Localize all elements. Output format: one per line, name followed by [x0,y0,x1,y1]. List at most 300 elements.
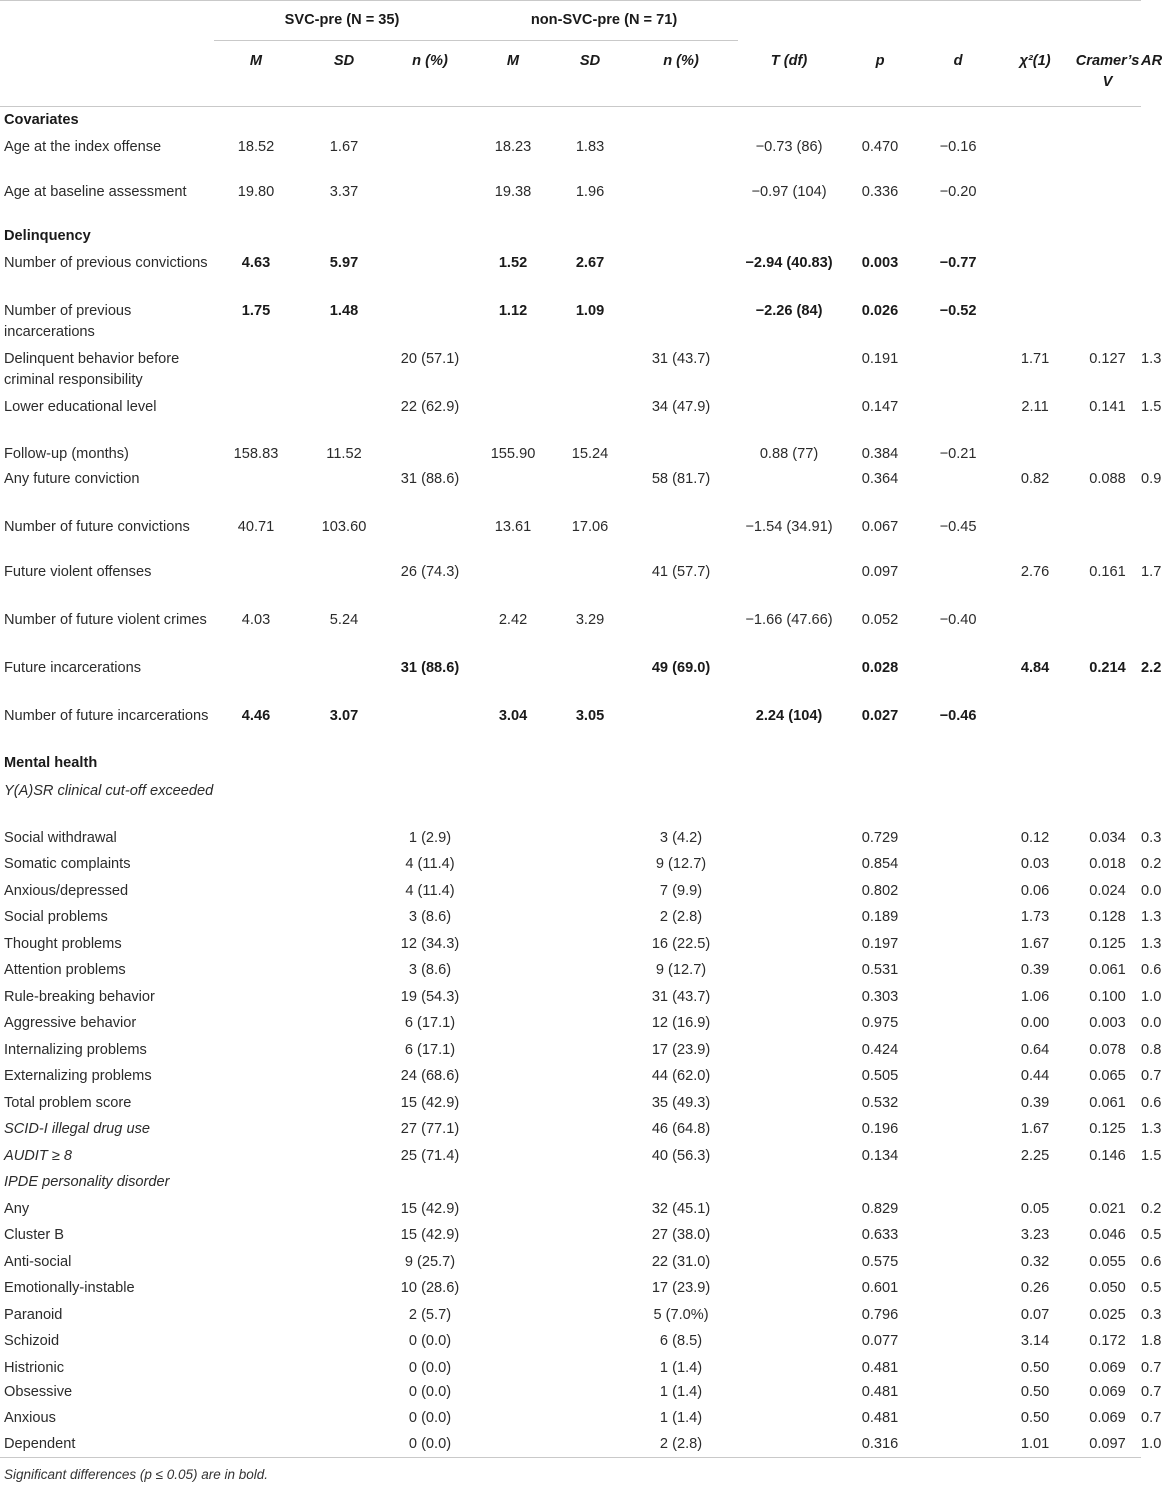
group-header-svc [214,1,470,42]
row-label: Age at the index offense [4,138,162,155]
table-cell: 0.061 [1089,1094,1126,1111]
table-cell [390,249,470,297]
table-cell: 0.88 (77) [759,446,819,462]
table-cell: 20 (57.1) [400,351,460,367]
table-cell: 4.63 [241,255,271,271]
table-cell [738,1116,840,1143]
table-row: Histrionic 0 (0.0) 1 (1.4) 0.481 0.50 0.069 0.7 [0,1355,1141,1379]
table-cell [214,878,298,905]
column-header: n (%) [624,41,738,106]
table-cell: 0.481 [861,1383,899,1400]
table-row: Thought problems 12 (34.3) 16 (22.5) 0.197 1.67 0.125 1.3 [0,931,1141,958]
table-cell: 18.52 [237,138,275,155]
row-label: Number of future convictions [4,519,190,535]
row-label: Histrionic [4,1359,65,1376]
table-cell: 24 (68.6) [400,1068,460,1084]
table-row: Anxious 0 (0.0) 1 (1.4) 0.481 0.50 0.069 0.7 [0,1405,1141,1432]
table-cell [298,878,390,905]
table-cell: 1.83 [575,138,605,155]
row-label: Number of future incarcerations [4,708,209,724]
table-cell [1074,606,1141,654]
table-cell [214,825,298,852]
table-row: Cluster B 15 (42.9) 27 (38.0) 0.633 3.23 0.046 0.5 [0,1222,1141,1249]
table-cell: 0.384 [861,446,899,462]
table-cell: 0.069 [1089,1383,1126,1400]
table-cell [920,1037,996,1064]
table-cell: 3.05 [575,708,605,724]
table-cell: 4.84 [1020,660,1050,676]
table-cell: 0.575 [861,1253,899,1270]
table-cell: 0.127 [1089,351,1126,367]
row-label: Anxious/depressed [4,882,129,899]
row-label: Social problems [4,909,108,925]
table-cell: −0.40 [939,612,977,628]
table-cell [556,558,624,606]
table-cell [556,984,624,1011]
table-body [0,106,1162,1458]
table-cell [920,654,996,702]
table-cell: 3.23 [1020,1227,1050,1243]
table-cell: 49 (69.0) [651,660,711,676]
row-label: SCID-I illegal drug use [4,1121,151,1137]
table-cell [556,1275,624,1302]
table-cell [214,1355,298,1379]
row-label: Lower educational level [4,399,157,415]
group-label-svc: SVC-pre (N = 35) [214,10,470,41]
table-cell [920,1010,996,1037]
table-row: AUDIT ≥ 8 25 (71.4) 40 (56.3) 0.134 2.25 0.146 1.5 [0,1143,1141,1170]
group-header-non-svc [470,1,738,42]
table-row: Emotionally-instable 10 (28.6) 17 (23.9) 0.601 0.26 0.050 0.5 [0,1275,1141,1302]
table-cell [738,904,840,931]
table-cell [1074,702,1141,750]
section-title: Delinquency [4,227,91,244]
table-cell: 25 (71.4) [400,1147,460,1164]
table-cell [624,513,738,558]
subsection-row [0,777,1141,825]
table-cell: 22 (62.9) [400,399,460,415]
table-cell [624,297,738,345]
empty-cell [214,777,1141,825]
row-label: Rule-breaking behavior [4,988,155,1005]
table-cell: 0.729 [861,829,899,846]
table-cell [470,957,556,984]
table-cell: 0.481 [861,1359,899,1376]
table-cell: 1 (1.4) [659,1383,703,1400]
row-label: Dependent [4,1436,76,1452]
table-cell: 0.50 [1020,1409,1050,1426]
table-cell [556,1302,624,1329]
table-cell [556,1063,624,1090]
table-cell [996,702,1074,750]
row-label: Social withdrawal [4,829,117,846]
table-cell [738,1196,840,1223]
table-cell: 31 (88.6) [400,471,460,487]
table-cell: 0.505 [861,1068,899,1084]
table-cell: −0.21 [939,446,977,462]
table-cell [470,393,556,441]
table-cell: 1.75 [241,303,271,319]
table-cell [920,1328,996,1355]
table-cell: 0.003 [861,255,899,271]
table-cell [624,178,738,223]
table-cell [214,393,298,441]
table-cell: 0.12 [1020,829,1050,846]
table-cell [298,851,390,878]
table-cell: 0.854 [861,856,899,872]
table-cell: 1.67 [1020,935,1050,952]
table-cell [390,513,470,558]
table-cell [214,1328,298,1355]
table-cell: 0 (0.0) [408,1333,452,1349]
table-cell [298,465,390,513]
table-cell [920,851,996,878]
table-cell [298,931,390,958]
table-cell: 0.027 [861,708,899,724]
table-cell [556,825,624,852]
table-cell: 5 (7.0%) [653,1306,709,1323]
table-cell [738,1143,840,1170]
table-cell: −1.54 (34.91) [745,519,833,535]
table-cell: 9 (12.7) [655,962,707,978]
table-cell [298,1037,390,1064]
table-cell [470,904,556,931]
table-cell: −2.26 (84) [755,303,823,319]
table-cell: 0.191 [861,351,899,367]
table-cell [556,1143,624,1170]
table-cell: 0.26 [1020,1280,1050,1296]
table-cell [996,178,1074,223]
table-cell: 0.100 [1089,988,1126,1005]
table-cell: 15.24 [571,446,609,462]
table-cell [920,345,996,393]
table-row: Attention problems 3 (8.6) 9 (12.7) 0.531 0.39 0.061 0.6 [0,957,1141,984]
column-header: M [470,41,556,106]
column-header-row: M SD n (%) M SD n (%) T (df) p d χ²(1) Cramer’s V AR [0,41,1141,106]
table-cell: 18.23 [494,138,532,155]
table-cell [920,1222,996,1249]
section-row [0,223,1141,250]
table-cell [738,931,840,958]
table-cell: 0.336 [861,183,899,200]
table-cell: 4 (11.4) [405,882,455,899]
table-cell: −0.45 [939,519,977,535]
table-row: Any 15 (42.9) 32 (45.1) 0.829 0.05 0.021 0.2 [0,1196,1141,1223]
table-cell [920,1275,996,1302]
table-cell: 9 (12.7) [655,856,707,872]
table-row: Total problem score 15 (42.9) 35 (49.3) 0.532 0.39 0.061 0.6 [0,1090,1141,1117]
column-header: d [920,41,996,106]
table-cell [214,1275,298,1302]
table-cell [214,1143,298,1170]
table-cell: 0.03 [1020,856,1050,872]
column-header-variable [0,41,214,106]
table-cell [920,1355,996,1379]
table-cell: 0.097 [861,564,899,580]
table-cell: −0.97 (104) [751,183,827,200]
table-cell: 1 (2.9) [408,829,452,846]
table-cell [738,1249,840,1276]
table-cell [920,984,996,1011]
table-cell [996,297,1074,345]
row-label: Schizoid [4,1333,60,1349]
table-cell: 3.14 [1020,1333,1050,1349]
subsection-title: Y(A)SR clinical cut-off exceeded [4,782,214,799]
table-footnote: Significant differences (p ≤ 0.05) are in bold. [4,1467,269,1482]
table-cell: 1.67 [1020,1121,1050,1137]
table-cell [470,1010,556,1037]
table-cell [738,1063,840,1090]
table-cell [470,1143,556,1170]
table-cell [738,957,840,984]
table-cell [390,297,470,345]
table-cell [738,393,840,441]
table-cell [298,1143,390,1170]
table-cell [298,393,390,441]
table-cell: 17.06 [571,519,609,535]
row-label: Cluster B [4,1227,65,1243]
table-cell: 1.09 [575,303,605,319]
subsection-title: IPDE personality disorder [4,1174,170,1190]
table-cell: 0.024 [1089,882,1126,899]
table-cell: 2 (2.8) [659,909,703,925]
table-cell: 0.802 [861,882,899,899]
table-cell [738,654,840,702]
table-cell: 9 (25.7) [404,1253,456,1270]
table-cell: 31 (43.7) [651,351,711,367]
table-cell [470,1355,556,1379]
table-cell: 12 (34.3) [400,935,460,952]
table-row: Paranoid 2 (5.7) 5 (7.0%) 0.796 0.07 0.025 0.3 [0,1302,1141,1329]
table-cell: 3.37 [329,183,359,200]
table-cell [214,1431,298,1458]
table-cell: 1.12 [498,303,528,319]
table-cell [738,1405,840,1432]
table-cell: 2.76 [1020,564,1050,580]
table-cell [390,606,470,654]
table-cell: 0.146 [1089,1147,1126,1164]
table-cell: 0.055 [1089,1253,1126,1270]
table-cell [214,1037,298,1064]
empty-cell [214,106,1141,133]
table-row: Any future conviction 31 (88.6) 58 (81.7) 0.364 0.82 0.088 0.9 [0,465,1141,513]
table-cell: 0.125 [1089,1121,1126,1137]
table-cell [920,957,996,984]
row-label: Number of previous incarcerations [4,303,132,340]
table-cell [298,984,390,1011]
row-label: Anxious [4,1409,56,1426]
table-row: Rule-breaking behavior 19 (54.3) 31 (43.7) 0.303 1.06 0.100 1.0 [0,984,1141,1011]
table-cell: 0.088 [1089,471,1126,487]
table-cell: 40.71 [237,519,275,535]
table-row: SCID-I illegal drug use 27 (77.1) 46 (64.8) 0.196 1.67 0.125 1.3 [0,1116,1141,1143]
table-cell [214,957,298,984]
row-label: Somatic complaints [4,856,131,872]
table-cell [298,1328,390,1355]
column-header: Cramer’s V [1074,41,1141,106]
table-cell: 0.06 [1020,882,1050,899]
table-cell [738,1355,840,1379]
table-cell: 155.90 [490,446,536,462]
row-label: Anti-social [4,1253,72,1270]
table-cell: 0 (0.0) [408,1436,452,1452]
table-cell [298,1222,390,1249]
table-cell [556,1431,624,1458]
table-cell [298,1405,390,1432]
table-cell: 1.67 [329,138,359,155]
table-cell: 0.125 [1089,935,1126,952]
table-cell [738,984,840,1011]
table-cell [298,1249,390,1276]
table-cell [556,1405,624,1432]
table-cell: 0.034 [1089,829,1126,846]
table-cell [214,984,298,1011]
table-cell: 12 (16.9) [651,1015,711,1031]
table-cell [738,851,840,878]
table-cell [996,606,1074,654]
table-cell: 0.069 [1089,1359,1126,1376]
table-cell [390,702,470,750]
table-cell: 19.38 [494,183,532,200]
table-cell: 2.24 (104) [755,708,823,724]
table-cell: 0.05 [1020,1200,1050,1217]
table-cell: 1.73 [1020,909,1050,925]
table-cell [298,558,390,606]
row-label: Externalizing problems [4,1068,152,1084]
table-cell: 0.00 [1020,1015,1050,1031]
row-label: Number of future violent crimes [4,612,207,628]
table-cell: 2.11 [1021,399,1049,415]
table-cell [470,465,556,513]
table-cell [1074,297,1141,345]
column-header: n (%) [390,41,470,106]
table-cell [470,1302,556,1329]
table-cell: 1.48 [329,303,359,319]
table-cell [738,1037,840,1064]
table-cell: 3 (4.2) [659,829,703,846]
table-cell [298,1090,390,1117]
table-cell [556,1116,624,1143]
table-cell [470,1249,556,1276]
table-cell: 3.07 [329,708,359,724]
table-cell: 0.021 [1089,1200,1126,1217]
table-cell [1074,249,1141,297]
table-cell [214,1379,298,1405]
group-label-non-svc: non-SVC-pre (N = 71) [470,10,738,41]
row-label: Aggressive behavior [4,1015,137,1031]
table-cell: −1.66 (47.66) [745,612,833,628]
table-cell: 0.026 [861,303,899,319]
table-cell: 11.52 [326,446,362,462]
table-cell: 103.60 [321,519,367,535]
table-cell [214,558,298,606]
table-cell: 0.025 [1089,1306,1126,1323]
table-cell: 1.01 [1020,1436,1050,1452]
table-row [0,178,1141,223]
table-row: Dependent 0 (0.0) 2 (2.8) 0.316 1.01 0.097 1.0 [0,1431,1141,1458]
table-cell: 6 (17.1) [404,1015,456,1031]
table-cell: 4.03 [241,612,271,628]
table-row: Obsessive 0 (0.0) 1 (1.4) 0.481 0.50 0.069 0.7 [0,1379,1141,1405]
table-cell [920,1116,996,1143]
table-cell [214,931,298,958]
table-cell [1074,133,1141,178]
table-row [0,249,1141,297]
table-cell [920,465,996,513]
table-cell: 0.028 [861,660,899,676]
table-cell: 1.52 [498,255,528,271]
row-label: Total problem score [4,1094,132,1111]
table-cell: 158.83 [233,446,279,462]
table-cell: 0.532 [861,1094,899,1111]
table-cell [624,249,738,297]
table-cell [214,1405,298,1432]
table-cell: 0.052 [861,612,899,628]
table-cell [920,1249,996,1276]
table-cell: 0.141 [1089,399,1126,415]
table-cell: 0.067 [861,519,899,535]
table-cell [298,957,390,984]
table-cell: 3 (8.6) [408,962,452,978]
table-cell [556,1328,624,1355]
table-cell: 3.29 [575,612,605,628]
table-cell: 0.214 [1089,660,1126,676]
table-cell [738,1302,840,1329]
table-cell [920,904,996,931]
table-cell: 0.018 [1089,856,1126,872]
table-cell: 2.25 [1020,1147,1050,1164]
empty-cell [214,223,1141,250]
table-cell: 0.39 [1020,1094,1050,1111]
table-row: Internalizing problems 6 (17.1) 17 (23.9) 0.424 0.64 0.078 0.8 [0,1037,1141,1064]
table-cell [920,1302,996,1329]
table-cell: 0.078 [1089,1041,1126,1058]
table-cell [298,1379,390,1405]
table-cell [624,441,738,465]
table-cell: 15 (42.9) [400,1094,460,1111]
table-cell [920,558,996,606]
table-cell: 0.069 [1089,1409,1126,1426]
table-cell [624,606,738,654]
table-row: Future incarcerations 31 (88.6) 49 (69.0) 0.028 4.84 0.214 2.2 [0,654,1141,702]
table-cell [556,957,624,984]
table-cell: 2 (5.7) [408,1306,452,1323]
table-cell [556,878,624,905]
table-cell: 0.128 [1089,909,1126,925]
table-cell [470,1116,556,1143]
section-row [0,750,1141,777]
table-cell: 2 (2.8) [659,1436,703,1452]
table-cell [920,1143,996,1170]
table-cell: 10 (28.6) [400,1280,460,1296]
table-row [0,513,1141,558]
table-cell [556,1010,624,1037]
table-cell [214,851,298,878]
row-label: Delinquent behavior before criminal responsibility [4,351,180,388]
table-cell: 0.161 [1089,564,1126,580]
table-cell [470,1063,556,1090]
table-cell: 0.147 [861,399,899,415]
table-row [0,702,1141,750]
table-cell [556,393,624,441]
table-cell [390,133,470,178]
table-cell [556,1196,624,1223]
table-cell: 0.975 [861,1015,899,1031]
table-cell [1074,441,1141,465]
table-cell [470,825,556,852]
table-cell [298,1063,390,1090]
row-label: Obsessive [4,1383,73,1400]
